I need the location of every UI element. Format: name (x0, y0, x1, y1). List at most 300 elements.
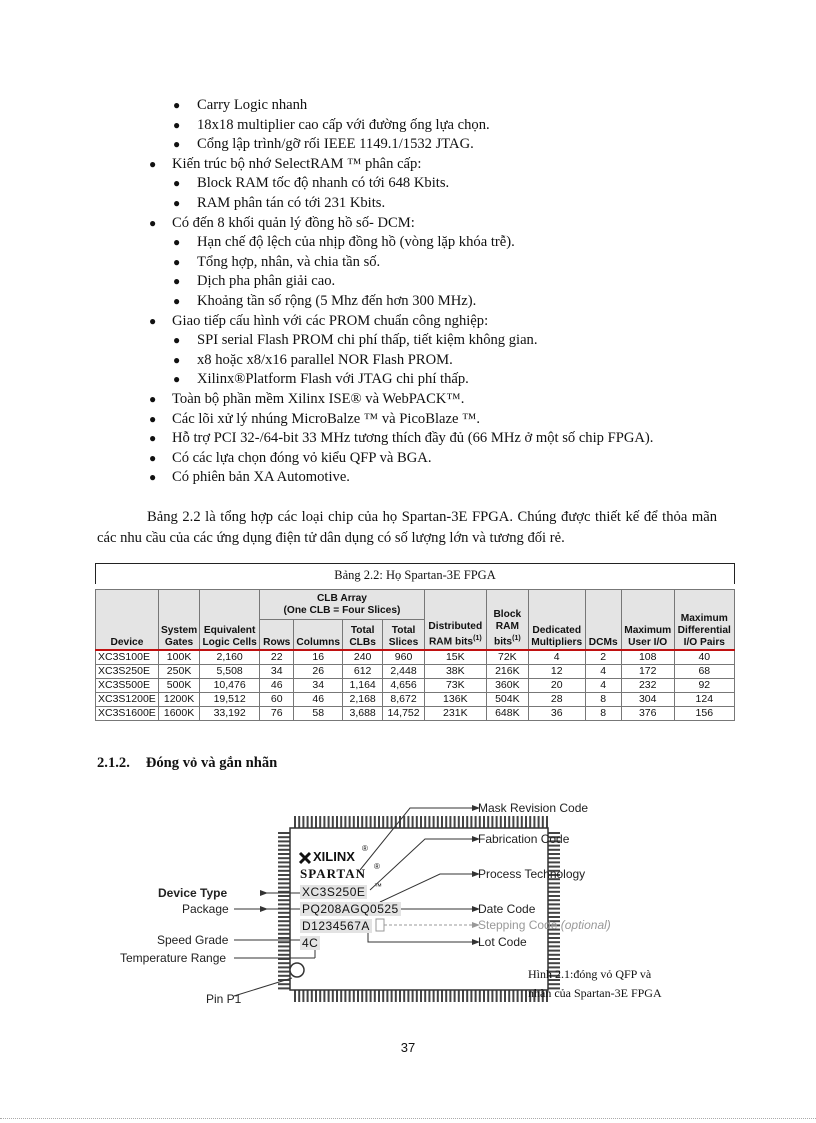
bullet-item (0, 312, 816, 332)
bullet-item (0, 135, 816, 155)
bullet-dot: ● (149, 391, 157, 406)
chip-pin (449, 816, 451, 828)
chip-pin (548, 849, 560, 851)
bullet-text: Có đến 8 khối quản lý đồng hồ số- DCM: (172, 214, 415, 231)
chip-pin (302, 990, 304, 1002)
chip-pin (529, 816, 531, 828)
bullet-item (0, 410, 816, 430)
chip-pin (458, 816, 460, 828)
chip-pin (278, 937, 290, 939)
chip-pin (370, 990, 372, 1002)
bullet-dot: ● (149, 215, 157, 230)
th-device: Device (96, 590, 159, 650)
label-date: Date Code (478, 902, 536, 916)
chip-pin (278, 929, 290, 931)
table-cell: XC3S1600E (96, 706, 159, 720)
arrowhead (260, 906, 268, 912)
spartan-3e-table (95, 563, 735, 735)
table-cell: 648K (486, 706, 528, 720)
chip-pin (328, 990, 330, 1002)
chip-pin (278, 954, 290, 956)
bullet-item (0, 449, 816, 469)
table-cell: 10,476 (200, 678, 260, 692)
chip-pin (336, 990, 338, 1002)
bullet-text: Khoảng tần số rộng (5 Mhz đến hơn 300 MHz). (197, 292, 477, 309)
chip-pin (311, 816, 313, 828)
bullet-item (0, 331, 816, 351)
bullet-text: Hạn chế độ lệch của nhịp đồng hồ (vòng lặp khóa trễ). (197, 234, 515, 251)
chip-pin (466, 990, 468, 1002)
table-cell: 136K (424, 692, 486, 706)
bullet-dot: ● (173, 372, 181, 387)
th-system-gates-label: System Gates (160, 624, 198, 648)
chip-pin (487, 816, 489, 828)
chip-pin (344, 990, 346, 1002)
chip-pin (441, 816, 443, 828)
chip-pin (437, 816, 439, 828)
chip-pin (332, 990, 334, 1002)
section-heading (97, 755, 277, 772)
th-logic-cells (200, 590, 260, 650)
chip-pin (445, 816, 447, 828)
chip-family-text: SPARTAN (300, 866, 367, 881)
bullet-text: SPI serial Flash PROM chi phí thấp, tiết kiệm không gian. (197, 332, 538, 349)
chip-pin (508, 816, 510, 828)
table-cell: 216K (486, 664, 528, 678)
chip-pin (521, 816, 523, 828)
th-block-ram (486, 590, 528, 650)
table-cell: 12 (528, 664, 585, 678)
chip-pin (548, 887, 560, 889)
chip-pin (349, 816, 351, 828)
table-cell: 156 (674, 706, 734, 720)
chip-pin (548, 912, 560, 914)
chip-pin (298, 990, 300, 1002)
chip-pin (336, 816, 338, 828)
bullet-item (0, 174, 816, 194)
chip-logo-text: XILINX (313, 849, 355, 864)
chip-pin (378, 990, 380, 1002)
chip-pin (416, 816, 418, 828)
chip-pin (349, 990, 351, 1002)
chip-pin (548, 899, 560, 901)
label-process: Process Technology (478, 867, 586, 881)
label-speed-grade: Speed Grade (157, 933, 229, 947)
table-cell: 22 (260, 650, 294, 665)
table-cell: 40 (674, 650, 734, 665)
chip-pin (353, 990, 355, 1002)
chip-pin (307, 990, 309, 1002)
chip-pin (496, 816, 498, 828)
table-cell: 34 (294, 678, 343, 692)
table-cell: XC3S1200E (96, 692, 159, 706)
chip-pin (278, 920, 290, 922)
th-total-slices: Total Slices (383, 620, 425, 650)
chip-pin (278, 836, 290, 838)
bullet-text: Dịch pha phân giải cao. (197, 273, 336, 290)
th-distributed-ram (424, 590, 486, 650)
table-cell: 2 (585, 650, 621, 665)
th-multipliers (528, 590, 585, 650)
table-cell: 4 (585, 678, 621, 692)
chip-pin (294, 816, 296, 828)
chip-pin (332, 816, 334, 828)
chip-pin (512, 990, 514, 1002)
th-total-clbs: Total CLBs (343, 620, 383, 650)
table-cell: 46 (260, 678, 294, 692)
chip-pin (278, 866, 290, 868)
bullet-text: Toàn bộ phần mềm Xilinx ISE® và WebPACK™. (172, 390, 465, 407)
chip-pin (512, 816, 514, 828)
bullet-dot: ● (173, 117, 181, 132)
chip-pin (278, 882, 290, 884)
figure-caption (528, 965, 662, 1003)
chip-speed-temp: 4C (302, 936, 319, 950)
chip-pin (500, 990, 502, 1002)
chip-pin (548, 945, 560, 947)
bullet-dot: ● (173, 137, 181, 152)
bullet-dot: ● (149, 411, 157, 426)
chip-pin (365, 990, 367, 1002)
th-block-ram-label: Block RAM bits (493, 609, 522, 648)
bullet-dot: ● (149, 431, 157, 446)
bullet-item (0, 214, 816, 234)
table-cell: 250K (158, 664, 199, 678)
chip-pin (278, 912, 290, 914)
bullet-dot: ● (173, 352, 181, 367)
chip-pin (391, 990, 393, 1002)
footnote-mark: (1) (473, 635, 482, 643)
bullet-text: 18x18 multiplier cao cấp với đường ống lựa chọn. (197, 116, 490, 133)
figure-caption-line1: Hình 2.1:đóng vỏ QFP và (528, 967, 652, 981)
chip-pin (424, 816, 426, 828)
table-cell: 5,508 (200, 664, 260, 678)
chip-pin (278, 903, 290, 905)
chip-pin (294, 990, 296, 1002)
spec-table (95, 589, 735, 721)
chip-pin (475, 990, 477, 1002)
chip-pin (403, 990, 405, 1002)
chip-pin (548, 908, 560, 910)
chip-pin (344, 816, 346, 828)
chip-pin (370, 816, 372, 828)
th-distributed-ram-label: Distributed RAM bits (428, 621, 483, 648)
table-cell: XC3S500E (96, 678, 159, 692)
chip-pin (548, 857, 560, 859)
chip-pin (548, 903, 560, 905)
table-cell: 60 (260, 692, 294, 706)
bullet-dot: ● (149, 450, 157, 465)
label-temperature-range: Temperature Range (120, 951, 227, 965)
table-cell: 38K (424, 664, 486, 678)
chip-pin (323, 990, 325, 1002)
table-cell: 36 (528, 706, 585, 720)
th-rows: Rows (260, 620, 294, 650)
chip-pin (278, 845, 290, 847)
bullet-item (0, 96, 816, 116)
chip-pin (328, 816, 330, 828)
figure-caption-line2: nhãn của Spartan-3E FPGA (528, 986, 662, 1000)
chip-pin (462, 990, 464, 1002)
chip-pin (416, 990, 418, 1002)
table-cell: 68 (674, 664, 734, 678)
table-cell: 58 (294, 706, 343, 720)
chip-pin (278, 840, 290, 842)
table-cell: 1600K (158, 706, 199, 720)
chip-pin (412, 816, 414, 828)
chip-pin (428, 990, 430, 1002)
chip-pin (407, 990, 409, 1002)
table-caption: Bảng 2.2: Họ Spartan-3E FPGA (95, 563, 735, 584)
table-cell: 172 (621, 664, 674, 678)
chip-pin (420, 816, 422, 828)
chip-pin (479, 816, 481, 828)
chip-pin (302, 816, 304, 828)
chip-pin (311, 990, 313, 1002)
page-number: 37 (400, 1040, 416, 1055)
label-lot: Lot Code (478, 935, 527, 949)
table-row (96, 664, 735, 678)
chip-package-code: PQ208AGQ0525 (302, 902, 399, 916)
table-row (96, 650, 735, 665)
body-paragraph: Bảng 2.2 là tổng hợp các loại chip của họ Spartan-3E FPGA. Chúng được thiết kế để thỏa mãn các nhu cầu của các ứng dụng điện tử dân dụng có số lượng lớn và tương đối rẻ. (97, 509, 717, 546)
table-cell: 232 (621, 678, 674, 692)
th-user-io (621, 590, 674, 650)
chip-pin (403, 816, 405, 828)
bullet-item (0, 390, 816, 410)
table-cell: 16 (294, 650, 343, 665)
chip-pin (278, 916, 290, 918)
device-type-tm: ™ (374, 882, 382, 891)
bullet-text: Hỗ trợ PCI 32-/64-bit 33 MHz tương thích đầy đủ (66 MHz ở một số chip FPGA). (172, 430, 654, 447)
table-cell: 360K (486, 678, 528, 692)
table-cell: 76 (260, 706, 294, 720)
table-cell: 8 (585, 706, 621, 720)
chip-pin (548, 954, 560, 956)
section-number: 2.1.2. (97, 755, 130, 771)
pin1-marker (290, 963, 304, 977)
chip-pin (487, 990, 489, 1002)
leader-pin-p1 (234, 978, 292, 996)
chip-pin (278, 899, 290, 901)
chip-pin (525, 990, 527, 1002)
table-cell: 8,672 (383, 692, 425, 706)
chip-pin (278, 983, 290, 985)
bullet-dot: ● (173, 235, 181, 250)
family-registered: ® (374, 862, 380, 871)
table-cell: 504K (486, 692, 528, 706)
chip-pin (386, 816, 388, 828)
table-cell: 100K (158, 650, 199, 665)
chip-pin (508, 990, 510, 1002)
label-stepping-text: Stepping Code (478, 918, 558, 932)
th-columns: Columns (294, 620, 343, 650)
bullet-text: Block RAM tốc độ nhanh có tới 648 Kbits. (197, 175, 450, 192)
chip-pin (533, 816, 535, 828)
chip-pin (424, 990, 426, 1002)
bullet-text: x8 hoặc x8/x16 parallel NOR Flash PROM. (197, 351, 453, 368)
bullet-item (0, 351, 816, 371)
chip-pin (433, 990, 435, 1002)
chip-pin (315, 816, 317, 828)
table-cell: 376 (621, 706, 674, 720)
table-cell: 4 (528, 650, 585, 665)
chip-pin (399, 990, 401, 1002)
chip-pin (479, 990, 481, 1002)
table-cell: 34 (260, 664, 294, 678)
chip-pin (374, 990, 376, 1002)
table-cell: 26 (294, 664, 343, 678)
th-dcms: DCMs (585, 590, 621, 650)
chip-pin (278, 857, 290, 859)
table-cell: 28 (528, 692, 585, 706)
chip-pin (500, 816, 502, 828)
bullet-text: RAM phân tán có tới 231 Kbits. (197, 194, 386, 211)
label-stepping (478, 918, 611, 932)
table-cell: XC3S250E (96, 664, 159, 678)
chip-pin (433, 816, 435, 828)
chip-pin (548, 882, 560, 884)
chip-pin (548, 895, 560, 897)
section-title: Đóng vỏ và gắn nhãn (145, 755, 278, 771)
table-cell: 2,160 (200, 650, 260, 665)
chip-pin (278, 971, 290, 973)
chip-pin (278, 975, 290, 977)
chip-pin (278, 962, 290, 964)
table-cell: 46 (294, 692, 343, 706)
table-cell: 19,512 (200, 692, 260, 706)
chip-pin (542, 816, 544, 828)
chip-pin (441, 990, 443, 1002)
chip-pin (548, 853, 560, 855)
table-row (96, 678, 735, 692)
chip-pin (378, 816, 380, 828)
chip-pin (278, 966, 290, 968)
bullet-text: Có các lựa chọn đóng vỏ kiểu QFP và BGA. (172, 449, 432, 466)
chip-pin (386, 990, 388, 1002)
table-cell: 960 (383, 650, 425, 665)
feature-bullet-list (0, 96, 816, 488)
table-cell: 108 (621, 650, 674, 665)
chip-pin (315, 990, 317, 1002)
table-cell: 1200K (158, 692, 199, 706)
qfp-package-figure (110, 780, 750, 1020)
chip-pin (319, 816, 321, 828)
chip-pin (361, 990, 363, 1002)
chip-pin (483, 816, 485, 828)
bullet-item (0, 370, 816, 390)
table-row (96, 706, 735, 720)
footer-rule (0, 1118, 816, 1119)
label-package: Package (182, 902, 229, 916)
chip-pin (278, 933, 290, 935)
chip-pin (462, 816, 464, 828)
chip-pin (491, 990, 493, 1002)
bullet-text: Tổng hợp, nhân, và chia tần số. (197, 253, 381, 270)
chip-pin (445, 990, 447, 1002)
chip-pin (470, 990, 472, 1002)
chip-pin (407, 816, 409, 828)
bullet-dot: ● (149, 156, 157, 171)
bullet-item (0, 468, 816, 488)
chip-pin (548, 861, 560, 863)
label-stepping-note: (optional) (560, 918, 611, 932)
bullet-text: Giao tiếp cấu hình với các PROM chuẩn công nghiệp: (172, 312, 489, 329)
chip-pin (517, 816, 519, 828)
chip-pin (382, 816, 384, 828)
table-cell: 231K (424, 706, 486, 720)
chip-pin (517, 990, 519, 1002)
th-diff-io (674, 590, 734, 650)
bullet-dot: ● (173, 254, 181, 269)
th-logic-cells-label: Equivalent Logic Cells (202, 624, 257, 648)
chip-pin (278, 878, 290, 880)
chip-pin (437, 990, 439, 1002)
chip-pin (548, 891, 560, 893)
chip-pin (278, 895, 290, 897)
table-cell: 73K (424, 678, 486, 692)
chip-pin (278, 832, 290, 834)
bullet-text: Có phiên bản XA Automotive. (172, 469, 350, 486)
chip-pin (353, 816, 355, 828)
chip-pin (504, 816, 506, 828)
chip-pin (382, 990, 384, 1002)
chip-pin (548, 958, 560, 960)
table-cell: 240 (343, 650, 383, 665)
chip-pin (548, 941, 560, 943)
bullet-dot: ● (149, 313, 157, 328)
bullet-item (0, 116, 816, 136)
bullet-item (0, 272, 816, 292)
table-cell: 14,752 (383, 706, 425, 720)
table-cell: 8 (585, 692, 621, 706)
chip-pin (483, 990, 485, 1002)
th-diff-io-label: Maximum Differential I/O Pairs (677, 612, 731, 648)
bullet-text: Kiến trúc bộ nhớ SelectRAM ™ phân cấp: (172, 155, 422, 172)
bullet-dot: ● (173, 98, 181, 112)
footnote-mark: (1) (512, 635, 521, 643)
chip-pin (395, 990, 397, 1002)
chip-pin (278, 853, 290, 855)
chip-pin (278, 887, 290, 889)
chip-pin (298, 816, 300, 828)
th-system-gates (158, 590, 199, 650)
bullet-dot: ● (149, 470, 157, 485)
table-cell: XC3S100E (96, 650, 159, 665)
bullet-text: Xilinx®Platform Flash với JTAG chi phí thấp. (197, 371, 469, 388)
chip-pin (420, 990, 422, 1002)
table-cell: 2,168 (343, 692, 383, 706)
chip-pin (491, 816, 493, 828)
chip-pin (548, 933, 560, 935)
bullet-dot: ● (173, 333, 181, 348)
bullet-dot: ● (173, 274, 181, 289)
bullet-item (0, 253, 816, 273)
th-multipliers-label: Dedicated Multipliers (531, 624, 583, 648)
table-cell: 4,656 (383, 678, 425, 692)
chip-pin (278, 874, 290, 876)
logo-registered: ® (362, 844, 368, 853)
bullet-item (0, 429, 816, 449)
chip-pin (475, 816, 477, 828)
table-cell: 304 (621, 692, 674, 706)
bullet-dot: ● (173, 293, 181, 308)
chip-pin (391, 816, 393, 828)
chip-pin (278, 945, 290, 947)
bullet-text: Cổng lập trình/gỡ rối IEEE 1149.1/1532 JTAG. (197, 136, 474, 153)
table-cell: 124 (674, 692, 734, 706)
chip-pin (521, 990, 523, 1002)
